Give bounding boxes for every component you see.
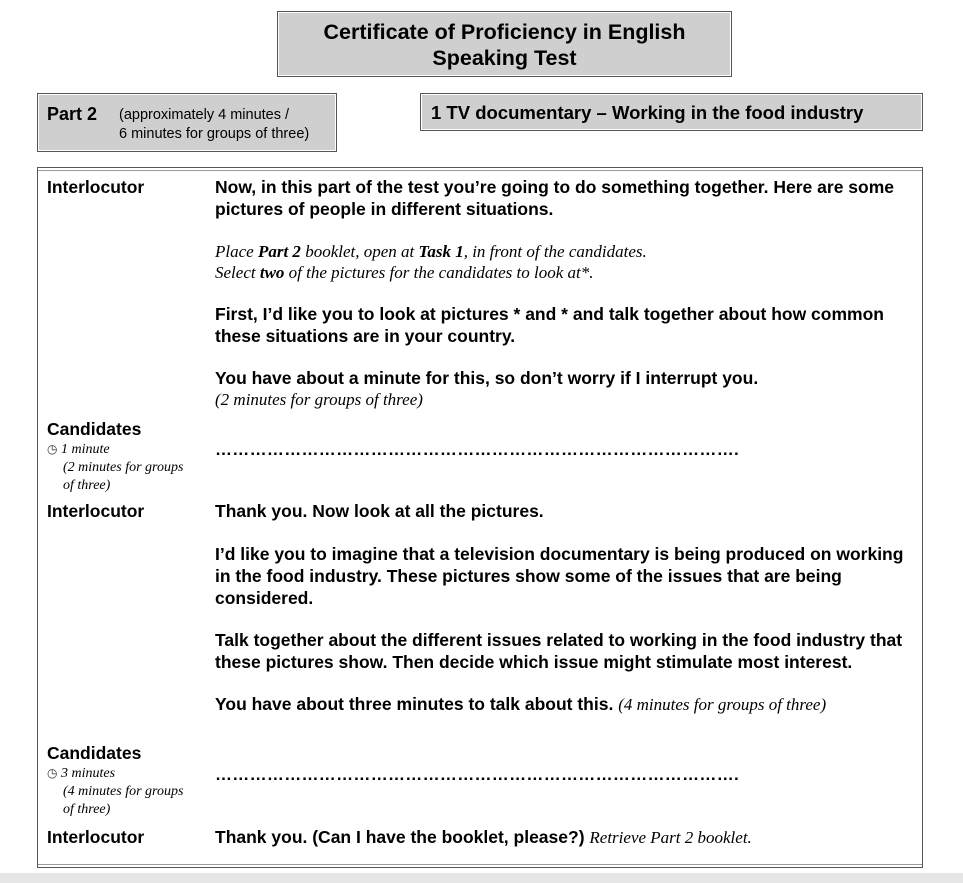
candidates-label: Candidates: [47, 743, 142, 763]
part-duration: [119, 106, 309, 144]
examiner-instruction: Select two of the pictures for the candidates to look at*.: [215, 263, 594, 282]
interlocutor-label: Interlocutor: [47, 827, 145, 847]
interlocutor-section-2: [215, 500, 915, 716]
test-title-box: [277, 11, 732, 77]
candidates-label: Candidates: [47, 419, 142, 439]
task-title: 1 TV documentary – Working in the food industry: [431, 102, 864, 123]
timing-note: [47, 764, 183, 819]
candidates-block-2: [47, 742, 183, 819]
examiner-note: (4 minutes for groups of three): [618, 695, 827, 714]
interlocutor-speech: Now, in this part of the test you’re going to do something together. Here are some pictures of people in different situations.: [215, 177, 895, 219]
interlocutor-label: Interlocutor: [47, 501, 145, 521]
clock-icon: ◷: [47, 442, 58, 456]
timing-value: 1 minute: [60, 442, 110, 457]
part-label: Part 2: [47, 104, 98, 124]
page-bottom-edge: [0, 873, 963, 883]
script-table: [37, 167, 923, 868]
interlocutor-section-1: [215, 176, 915, 410]
interlocutor-speech: You have about three minutes to talk about this. (4 minutes for groups of three): [215, 694, 827, 714]
interlocutor-speech: First, I’d like you to look at pictures * and * and talk together about how common these situations are in your country.: [215, 304, 884, 346]
interlocutor-speech: Thank you. Now look at all the pictures.: [215, 501, 544, 521]
examiner-note: (2 minutes for groups of three): [215, 390, 423, 409]
timing-groups: (2 minutes for groups: [63, 460, 184, 475]
interlocutor-section-3: [215, 826, 915, 849]
interlocutor-speech: I’d like you to imagine that a television documentary is being produced on working in the food industry. These pictures show some of the issues that are being considered.: [215, 544, 904, 608]
examiner-instruction: Place Part 2 booklet, open at Task 1, in front of the candidates.: [215, 242, 647, 261]
candidate-response-line: ……………………………………………………………………………….: [215, 440, 740, 459]
interlocutor-speech: You have about a minute for this, so don’t worry if I interrupt you.: [215, 368, 759, 388]
timing-groups: of three): [63, 802, 111, 817]
clock-icon: ◷: [47, 766, 58, 780]
part-duration-line2: 6 minutes for groups of three): [119, 126, 310, 142]
timing-value: 3 minutes: [60, 766, 116, 781]
candidate-response-line: ……………………………………………………………………………….: [215, 765, 740, 784]
candidates-block-1: [47, 418, 183, 495]
timing-groups: (4 minutes for groups: [63, 784, 184, 799]
test-subtitle: Speaking Test: [432, 46, 577, 70]
timing-groups: of three): [63, 478, 111, 493]
part-duration-line1: (approximately 4 minutes /: [119, 107, 290, 123]
part-box: [37, 93, 337, 152]
interlocutor-speech: Thank you. (Can I have the booklet, please?) Retrieve Part 2 booklet.: [215, 827, 752, 847]
examiner-instruction: Retrieve Part 2 booklet.: [589, 828, 752, 847]
task-box: [420, 93, 923, 131]
interlocutor-speech: Talk together about the different issues related to working in the food industry that these pictures show. Then decide which issue might stimulate most interest.: [215, 630, 903, 672]
test-title: Certificate of Proficiency in English: [323, 20, 686, 44]
timing-note: [47, 440, 183, 495]
interlocutor-label: Interlocutor: [47, 177, 145, 197]
